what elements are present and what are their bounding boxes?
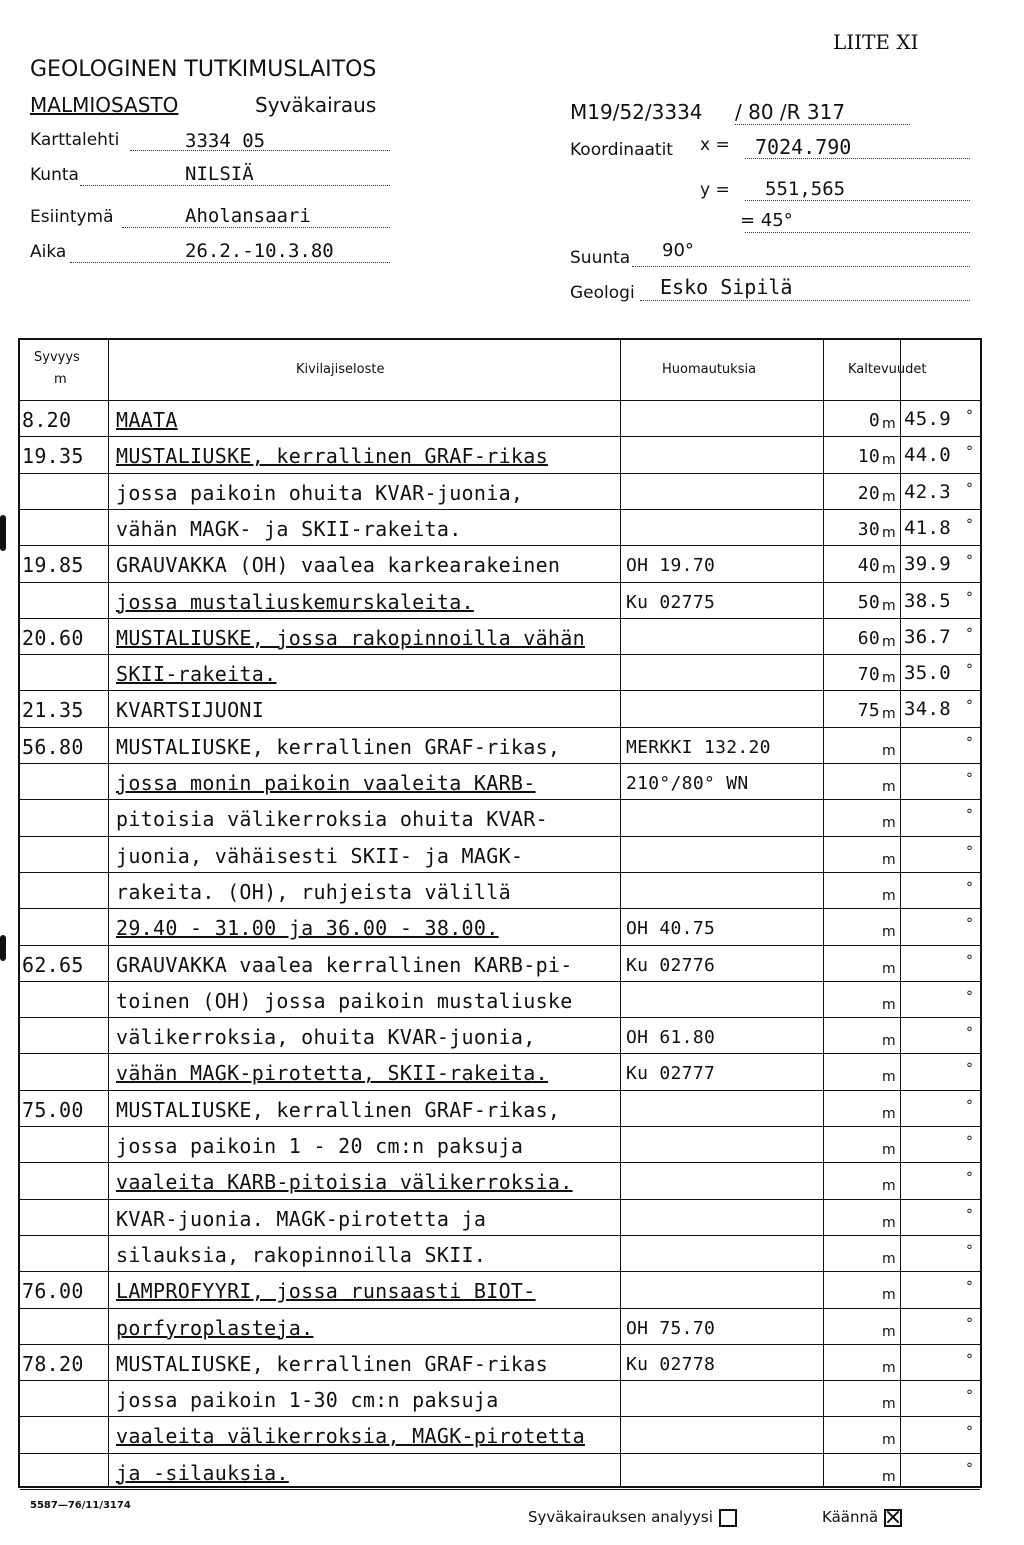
description-cell: MAATA bbox=[116, 408, 178, 432]
row-divider bbox=[20, 654, 980, 655]
degree-mark: ° bbox=[966, 516, 973, 533]
row-divider bbox=[20, 1271, 980, 1272]
degree-mark: ° bbox=[966, 1025, 973, 1042]
remark-cell: Ku 02775 bbox=[626, 591, 716, 613]
deposit-value: Aholansaari bbox=[185, 205, 311, 227]
row-divider bbox=[20, 1489, 980, 1490]
geologist-label: Geologi bbox=[570, 283, 635, 303]
description-cell: 29.40 - 31.00 ja 36.00 - 38.00. bbox=[116, 916, 499, 941]
description-cell: jossa paikoin 1-30 cm:n paksuja bbox=[116, 1388, 499, 1413]
dip-unit: m bbox=[882, 887, 896, 904]
time-value: 26.2.-10.3.80 bbox=[185, 240, 334, 262]
punch-hole-mark bbox=[0, 935, 6, 961]
dip-unit: m bbox=[882, 633, 896, 650]
dip-value-cell: 36.7 bbox=[904, 625, 951, 648]
row-divider bbox=[20, 1090, 980, 1091]
liite-label: LIITE XI bbox=[833, 30, 919, 54]
dip-value-cell: 35.0 bbox=[904, 662, 951, 685]
institute-name: GEOLOGINEN TUTKIMUSLAITOS bbox=[30, 57, 377, 82]
description-cell: jossa monin paikoin vaaleita KARB- bbox=[116, 771, 536, 795]
remark-cell: Ku 02776 bbox=[626, 954, 716, 976]
dip-unit: m bbox=[882, 524, 896, 541]
degree-mark: ° bbox=[966, 1388, 973, 1405]
degree-mark: ° bbox=[966, 1279, 973, 1296]
depth-cell: 19.35 bbox=[22, 444, 84, 469]
map-sheet-label: Karttalehti bbox=[30, 130, 120, 150]
row-divider bbox=[20, 872, 980, 873]
description-cell: ja -silauksia. bbox=[116, 1460, 289, 1485]
depth-cell: 21.35 bbox=[22, 698, 84, 723]
dip-unit: m bbox=[882, 960, 896, 977]
dip-value-cell: 42.3 bbox=[904, 480, 951, 503]
analysis-checkbox[interactable] bbox=[719, 1509, 737, 1527]
remark-cell: OH 19.70 bbox=[626, 555, 716, 577]
row-divider bbox=[20, 981, 980, 982]
geologist-value: Esko Sipilä bbox=[660, 275, 793, 299]
dip-unit: m bbox=[882, 1287, 896, 1304]
dips-header: Kaltevuudet bbox=[848, 362, 927, 377]
description-cell: jossa paikoin 1 - 20 cm:n paksuja bbox=[116, 1134, 524, 1158]
degree-mark: ° bbox=[966, 807, 973, 824]
row-divider bbox=[20, 473, 980, 474]
inclination-value: = 45° bbox=[740, 210, 793, 231]
dip-unit: m bbox=[882, 1432, 896, 1449]
row-divider bbox=[20, 945, 980, 946]
dip-value-cell: 39.9 bbox=[904, 553, 951, 576]
remark-cell: OH 75.70 bbox=[626, 1317, 716, 1339]
description-cell: vähän MAGK-pirotetta, SKII-rakeita. bbox=[116, 1061, 548, 1086]
punch-hole-mark bbox=[0, 515, 6, 551]
degree-mark: ° bbox=[966, 843, 973, 860]
dip-depth-cell: 40 bbox=[857, 555, 880, 577]
dip-unit: m bbox=[882, 779, 896, 795]
row-divider bbox=[20, 799, 980, 800]
description-cell: pitoisia välikerroksia ohuita KVAR- bbox=[116, 807, 548, 832]
x-value: 7024.790 bbox=[755, 135, 852, 159]
degree-mark: ° bbox=[966, 1206, 973, 1223]
description-cell: GRAUVAKKA (OH) vaalea karkearakeinen bbox=[116, 553, 561, 578]
description-cell: jossa paikoin ohuita KVAR-juonia, bbox=[116, 480, 524, 505]
row-divider bbox=[20, 1344, 980, 1345]
description-cell: vaaleita välikerroksia, MAGK-pirotetta bbox=[116, 1424, 585, 1449]
dip-unit: m bbox=[882, 1468, 896, 1485]
dip-value-cell: 44.0 bbox=[904, 444, 951, 467]
depth-cell: 8.20 bbox=[22, 408, 72, 432]
description-cell: välikerroksia, ohuita KVAR-juonia, bbox=[116, 1025, 536, 1050]
description-cell: MUSTALIUSKE, kerrallinen GRAF-rikas, bbox=[116, 1097, 561, 1122]
dip-depth-cell: 70 bbox=[857, 664, 880, 686]
row-divider bbox=[20, 1017, 980, 1018]
description-cell: KVAR-juonia. MAGK-pirotetta ja bbox=[116, 1206, 487, 1231]
dip-unit: m bbox=[882, 452, 896, 469]
row-divider bbox=[20, 618, 980, 619]
department-name: MALMIOSASTO bbox=[30, 93, 179, 117]
description-cell: KVARTSIJUONI bbox=[116, 698, 265, 723]
degree-mark: ° bbox=[966, 1242, 973, 1259]
row-divider bbox=[20, 1380, 980, 1381]
dip-unit: m bbox=[882, 1069, 896, 1086]
turn-label bbox=[822, 1508, 902, 1527]
direction-value: 90° bbox=[662, 240, 694, 261]
dip-unit: m bbox=[882, 670, 896, 687]
dip-unit: m bbox=[882, 1142, 896, 1158]
dip-unit: m bbox=[882, 1323, 896, 1340]
degree-mark: ° bbox=[966, 1061, 973, 1078]
dip-unit: m bbox=[882, 742, 896, 759]
dip-unit: m bbox=[882, 706, 896, 723]
y-label: y = bbox=[700, 180, 730, 200]
dip-depth-cell: 60 bbox=[857, 627, 880, 649]
degree-mark: ° bbox=[966, 879, 973, 896]
dip-value-cell: 45.9 bbox=[904, 408, 951, 430]
dip-depth-cell: 50 bbox=[857, 591, 880, 613]
remark-cell: Ku 02778 bbox=[626, 1353, 716, 1375]
degree-mark: ° bbox=[966, 916, 973, 933]
dip-unit: m bbox=[882, 1105, 896, 1122]
depth-unit-header: m bbox=[54, 372, 67, 387]
description-cell: toinen (OH) jossa paikoin mustaliuske bbox=[116, 988, 573, 1013]
description-cell: juonia, vähäisesti SKII- ja MAGK- bbox=[116, 843, 524, 868]
row-divider bbox=[20, 836, 980, 837]
row-divider bbox=[20, 436, 980, 437]
municipality-value: NILSIÄ bbox=[185, 163, 254, 185]
degree-mark: ° bbox=[966, 444, 973, 461]
degree-mark: ° bbox=[966, 480, 973, 497]
dip-unit: m bbox=[882, 924, 896, 941]
degree-mark: ° bbox=[966, 952, 973, 969]
time-label: Aika bbox=[30, 242, 67, 262]
degree-mark: ° bbox=[966, 662, 973, 679]
dip-unit: m bbox=[882, 561, 896, 578]
degree-mark: ° bbox=[966, 1170, 973, 1187]
dip-depth-cell: 75 bbox=[857, 700, 880, 722]
depth-cell: 78.20 bbox=[22, 1351, 84, 1376]
description-cell: silauksia, rakopinnoilla SKII. bbox=[116, 1242, 487, 1267]
degree-mark: ° bbox=[966, 734, 973, 751]
drill-log-table bbox=[18, 338, 982, 1488]
y-value: 551,565 bbox=[765, 178, 846, 200]
row-divider bbox=[20, 1416, 980, 1417]
degree-mark: ° bbox=[966, 698, 973, 715]
remark-cell: Ku 02777 bbox=[626, 1063, 716, 1085]
degree-mark: ° bbox=[966, 408, 973, 424]
dip-unit: m bbox=[882, 1250, 896, 1267]
degree-mark: ° bbox=[966, 1097, 973, 1114]
dip-value-cell: 41.8 bbox=[904, 516, 951, 539]
dip-unit: m bbox=[882, 488, 896, 505]
description-cell: vähän MAGK- ja SKII-rakeita. bbox=[116, 516, 462, 541]
dip-unit: m bbox=[882, 597, 896, 614]
dip-depth-cell: 20 bbox=[857, 482, 880, 504]
degree-mark: ° bbox=[966, 1460, 973, 1477]
description-cell: MUSTALIUSKE, kerrallinen GRAF-rikas, bbox=[116, 734, 561, 759]
description-cell: rakeita. (OH), ruhjeista välillä bbox=[116, 879, 511, 904]
dip-unit: m bbox=[882, 1396, 896, 1413]
dip-value-cell: 34.8 bbox=[904, 698, 951, 721]
row-divider bbox=[20, 690, 980, 691]
dip-unit: m bbox=[882, 1178, 896, 1195]
dip-depth-cell: 10 bbox=[857, 446, 880, 468]
coordinates-label: Koordinaatit bbox=[570, 140, 673, 160]
depth-header: Syvyys bbox=[34, 350, 80, 365]
dip-unit: m bbox=[882, 1214, 896, 1231]
degree-mark: ° bbox=[966, 771, 973, 787]
description-cell: MUSTALIUSKE, kerrallinen GRAF-rikas bbox=[116, 1351, 548, 1376]
row-divider bbox=[20, 1308, 980, 1309]
drilling-type: Syväkairaus bbox=[255, 93, 377, 117]
description-cell: GRAUVAKKA vaalea kerrallinen KARB-pi- bbox=[116, 952, 573, 977]
hole-id: M19/52/3334 bbox=[570, 100, 703, 124]
degree-mark: ° bbox=[966, 1424, 973, 1441]
row-divider bbox=[20, 1162, 980, 1163]
row-divider bbox=[20, 1453, 980, 1454]
dip-unit: m bbox=[882, 815, 896, 832]
degree-mark: ° bbox=[966, 988, 973, 1005]
row-divider bbox=[20, 727, 980, 728]
hole-suffix: / 80 /R 317 bbox=[735, 100, 846, 124]
remark-cell: MERKKI 132.20 bbox=[626, 736, 771, 758]
remarks-header: Huomautuksia bbox=[662, 362, 757, 377]
remark-cell: 210°/80° WN bbox=[626, 773, 749, 794]
municipality-label: Kunta bbox=[30, 165, 79, 185]
row-divider bbox=[20, 1199, 980, 1200]
row-divider bbox=[20, 545, 980, 546]
turn-text: Käännä bbox=[822, 1508, 879, 1526]
map-sheet-value: 3334 05 bbox=[185, 130, 266, 152]
depth-cell: 56.80 bbox=[22, 734, 84, 759]
row-divider bbox=[20, 582, 980, 583]
dip-value-cell: 38.5 bbox=[904, 589, 951, 612]
row-divider bbox=[20, 1053, 980, 1054]
dip-depth-cell: 30 bbox=[857, 518, 880, 540]
dip-unit: m bbox=[882, 851, 896, 868]
form-code: 5587—76/11/3174 bbox=[30, 1500, 131, 1511]
dip-unit: m bbox=[882, 996, 896, 1013]
description-cell: vaaleita KARB-pitoisia välikerroksia. bbox=[116, 1170, 573, 1195]
row-divider bbox=[20, 509, 980, 510]
description-cell: MUSTALIUSKE, jossa rakopinnoilla vähän bbox=[116, 625, 585, 650]
dip-unit: m bbox=[882, 1359, 896, 1376]
dip-depth-cell: 0 bbox=[868, 410, 880, 431]
degree-mark: ° bbox=[966, 1315, 973, 1332]
analysis-label bbox=[528, 1508, 737, 1527]
depth-cell: 75.00 bbox=[22, 1097, 84, 1122]
degree-mark: ° bbox=[966, 553, 973, 570]
description-cell: jossa mustaliuskemurskaleita. bbox=[116, 589, 474, 614]
depth-cell: 19.85 bbox=[22, 553, 84, 578]
description-header: Kivilajiseloste bbox=[296, 362, 385, 377]
row-divider bbox=[20, 763, 980, 764]
description-cell: SKII-rakeita. bbox=[116, 662, 277, 687]
dip-unit: m bbox=[882, 1033, 896, 1050]
degree-mark: ° bbox=[966, 625, 973, 642]
depth-cell: 20.60 bbox=[22, 625, 84, 650]
degree-mark: ° bbox=[966, 1134, 973, 1150]
depth-cell: 76.00 bbox=[22, 1279, 84, 1304]
row-divider bbox=[20, 1235, 980, 1236]
direction-label: Suunta bbox=[570, 248, 631, 268]
dip-unit: m bbox=[882, 416, 896, 432]
description-cell: LAMPROFYYRI, jossa runsaasti BIOT- bbox=[116, 1279, 536, 1304]
description-cell: MUSTALIUSKE, kerrallinen GRAF-rikas bbox=[116, 444, 548, 469]
description-cell: porfyroplasteja. bbox=[116, 1315, 314, 1340]
row-divider bbox=[20, 908, 980, 909]
depth-cell: 62.65 bbox=[22, 952, 84, 977]
degree-mark: ° bbox=[966, 589, 973, 606]
turn-checkbox[interactable] bbox=[884, 1509, 902, 1527]
deposit-label: Esiintymä bbox=[30, 207, 114, 227]
row-divider bbox=[20, 1126, 980, 1127]
analysis-text: Syväkairauksen analyysi bbox=[528, 1508, 713, 1526]
remark-cell: OH 40.75 bbox=[626, 918, 716, 940]
x-label: x = bbox=[700, 135, 730, 155]
degree-mark: ° bbox=[966, 1351, 973, 1368]
remark-cell: OH 61.80 bbox=[626, 1027, 716, 1049]
